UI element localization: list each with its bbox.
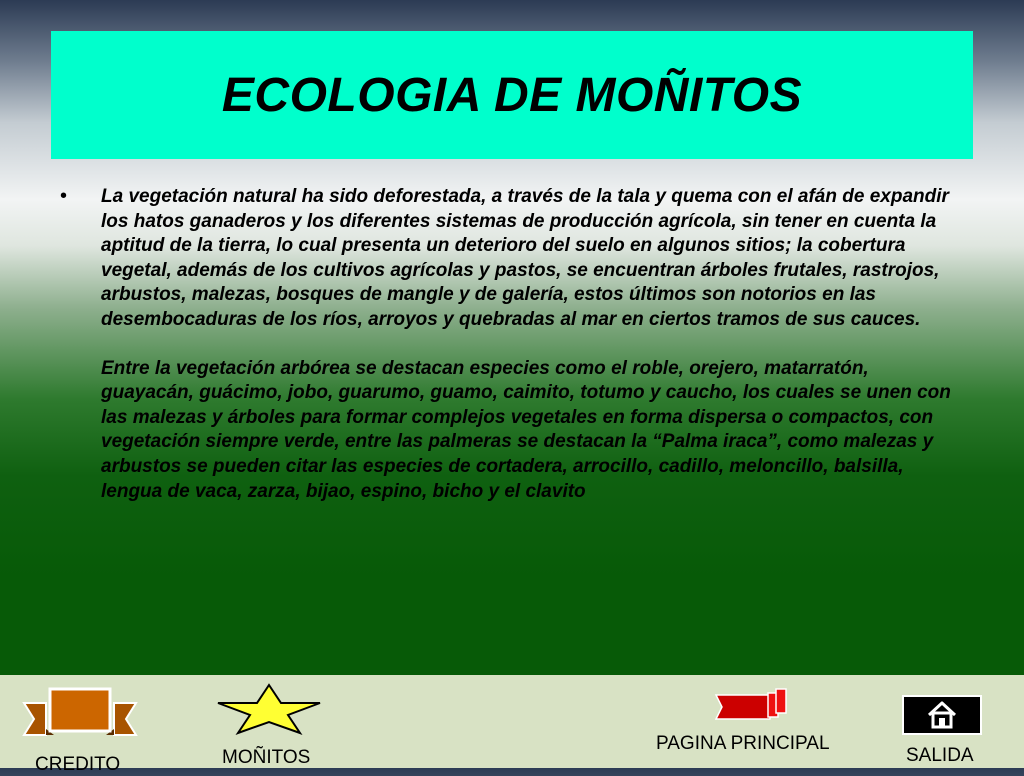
ribbon-banner-icon [20,683,140,743]
slide-content [60,185,965,504]
bullet-marker: • [60,185,68,207]
pagina-principal-label: PAGINA PRINCIPAL [656,733,830,754]
star-icon [214,683,324,735]
paragraph-vegetation: La vegetación natural ha sido deforestada, a través de la tala y quema con el afán de expandir los hatos ganaderos y los diferentes sistemas de producción agrícola, sin tener en cuenta la aptitud de la tierra, lo cual presenta un deterioro del suelo en algunos sitios; la cobertura vegetal, además de los cultivos agrícolas y pastos, se encuentran árboles frutales, rastrojos, arbustos, malezas, bosques de mangle y de galería, estos últimos son notorios en las desembocaduras de los ríos, arroyos y quebradas al mar en ciertos tramos de sus cauces. [101,186,949,330]
credito-label: CREDITO [35,754,121,775]
monitos-label: MOÑITOS [222,747,311,768]
slide-title: ECOLOGIA DE MOÑITOS [221,68,803,122]
monitos-button[interactable] [212,683,332,768]
paragraph-species: Entre la vegetación arbórea se destacan especies como el roble, orejero, matarratón, guayacán, guácimo, jobo, guarumo, guamo, caimito, totumo y caucho, los cuales se unen con las malezas y árboles para formar complejos vegetales en forma dispersa o compactos, con vegetación siempre verde, entre las palmeras se destacan la “Palma iraca”, como malezas y arbustos se pueden citar las especies de cortadera, arrocillo, cadillo, meloncillo, balsilla, lengua de vaca, zarza, bijao, espino, bicho y el clavito [101,357,951,502]
home-icon [902,695,982,735]
salida-label: SALIDA [906,745,974,766]
salida-button[interactable] [898,693,993,768]
title-box [51,31,973,159]
red-flag-icon [710,685,790,727]
credito-button[interactable] [20,683,140,775]
navigation-footer [0,675,1024,775]
pagina-principal-button[interactable] [650,685,855,765]
